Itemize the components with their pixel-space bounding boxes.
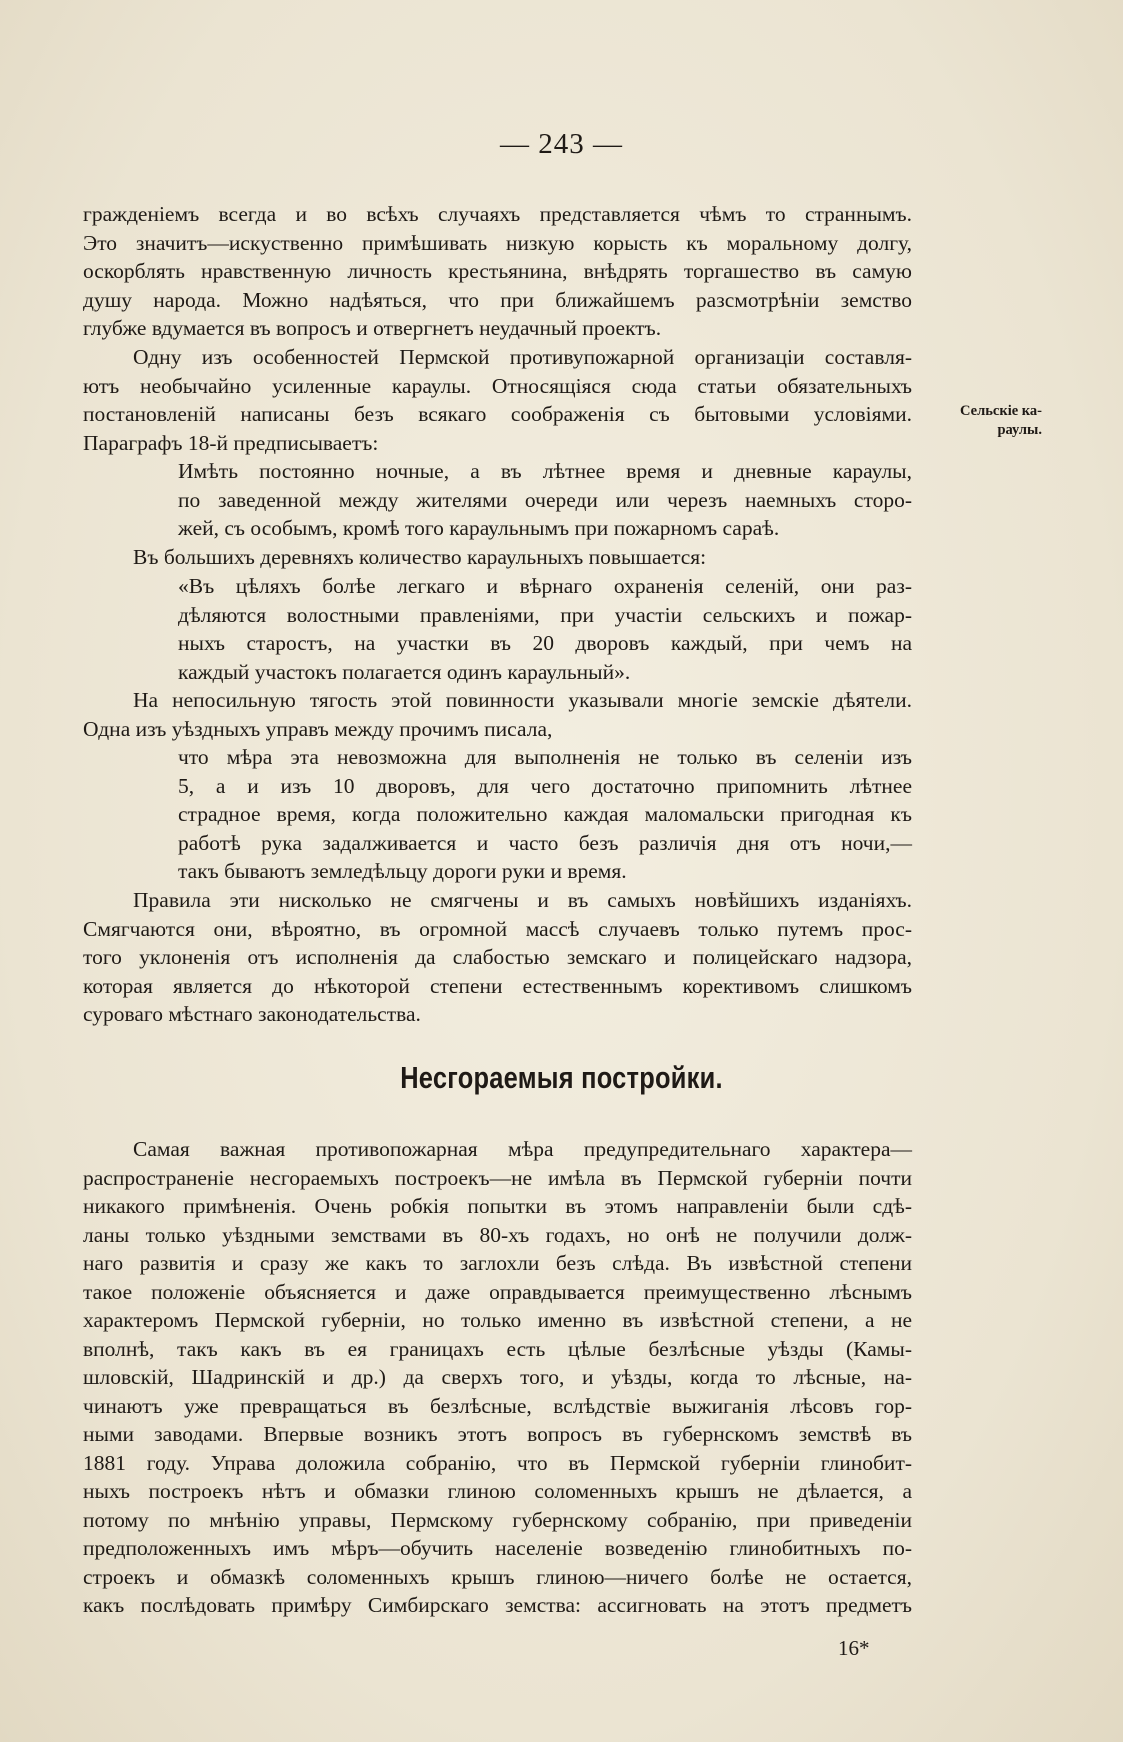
text-line: жей, съ особымъ, кромѣ того караульнымъ при пожарномъ сараѣ. bbox=[178, 516, 780, 540]
paragraph-6 bbox=[83, 1135, 912, 1620]
text-line: гражденіемъ всегда и во всѣхъ случаяхъ представляется чѣмъ то страннымъ. bbox=[83, 202, 912, 226]
text-line: «Въ цѣляхъ болѣе легкаго и вѣрнаго охраненія селеній, они раз- bbox=[178, 574, 912, 598]
text-line: Одну изъ особенностей Пермской противупожарной организаціи составля- bbox=[133, 345, 912, 369]
text-line: дѣляются волостными правленіями, при участіи сельскихъ и пожар- bbox=[178, 602, 912, 627]
text-line: На непосильную тягость этой повинности указывали многіе земскіе дѣятели. bbox=[133, 688, 912, 712]
text-line: что мѣра эта невозможна для выполненія не только въ селеніи изъ bbox=[178, 745, 912, 769]
text-line: распространеніе несгораемыхъ построекъ—не имѣла въ Пермской губерніи почти bbox=[83, 1165, 912, 1190]
text-line: ныхъ старостъ, на участки въ 20 дворовъ каждый, при чемъ на bbox=[178, 631, 912, 655]
paragraph-5 bbox=[83, 886, 912, 1029]
text-line: каждый участокъ полагается одинъ караульный». bbox=[178, 659, 631, 684]
text-line: такъ бываютъ земледѣльцу дороги руки и время. bbox=[178, 859, 627, 883]
text-line: никакого примѣненія. Очень робкія попытки въ этомъ направленіи были сдѣ- bbox=[83, 1194, 912, 1218]
text-line: Параграфъ 18-й предписываетъ: bbox=[83, 430, 379, 455]
text-line: того уклоненія отъ исполненія да слабостью земскаго и полицейскаго надзора, bbox=[83, 945, 912, 969]
page-number: — 243 — bbox=[500, 128, 623, 160]
text-line: постановленій написаны безъ всякаго соображенія съ бытовыми условіями. bbox=[83, 402, 912, 426]
paragraph-1 bbox=[83, 200, 912, 343]
quote-1 bbox=[83, 457, 912, 543]
text-line: Смягчаются они, вѣроятно, въ огромной массѣ случаевъ только путемъ прос- bbox=[83, 916, 912, 941]
section-heading: Несгораемыя постройки. bbox=[400, 1060, 723, 1095]
text-line: чинаютъ уже превращаться въ безлѣсные, вслѣдствіе выжиганія лѣсовъ гор- bbox=[83, 1393, 912, 1418]
text-line: Самая важная противопожарная мѣра предупредительнаго характера— bbox=[133, 1137, 912, 1161]
text-line: Одна изъ уѣздныхъ управъ между прочимъ писала, bbox=[83, 716, 553, 741]
text-line: Въ большихъ деревняхъ количество караульныхъ повышается: bbox=[133, 545, 707, 569]
text-line: Правила эти нисколько не смягчены и въ самыхъ новѣйшихъ изданіяхъ. bbox=[133, 888, 912, 912]
text-line: предположенныхъ имъ мѣръ—обучить населеніе возведенію глинобитныхъ по- bbox=[83, 1536, 912, 1560]
text-line: глубже вдумается въ вопросъ и отвергнетъ неудачный проектъ. bbox=[83, 316, 662, 340]
paragraph-3 bbox=[83, 543, 912, 572]
paragraph-4 bbox=[83, 686, 912, 743]
paragraph-2 bbox=[83, 343, 912, 457]
text-line: характеромъ Пермской губерніи, но только именно въ извѣстной степени, а не bbox=[83, 1308, 912, 1332]
text-line: Это значитъ—искуственно примѣшивать низкую корысть къ моральному долгу, bbox=[83, 230, 912, 255]
text-line: ютъ необычайно усиленные караулы. Относящіяся сюда статьи обязательныхъ bbox=[83, 373, 912, 398]
text-line: по заведенной между жителями очереди или черезъ наемныхъ сторо- bbox=[178, 487, 912, 512]
text-line: ныхъ построекъ нѣтъ и обмазки глиною соломенныхъ крышъ не дѣлается, а bbox=[83, 1479, 912, 1503]
text-line: оскорблять нравственную личность крестьянина, внѣдрять торгашество въ самую bbox=[83, 259, 912, 283]
text-line: которая является до нѣкоторой степени естественнымъ корективомъ слишкомъ bbox=[83, 973, 912, 998]
quote-3 bbox=[83, 743, 912, 886]
text-line: работѣ рука задалживается и часто безъ различія дня отъ ночи,— bbox=[178, 830, 912, 855]
margin-note-text: Сельскіе ка- раулы. bbox=[960, 403, 1042, 438]
text-line: 1881 году. Управа доложила собранію, что въ Пермской губерніи глинобит- bbox=[83, 1450, 912, 1475]
text-line: ланы только уѣздными земствами въ 80-хъ годахъ, но онѣ не получили долж- bbox=[83, 1222, 912, 1247]
margin-note bbox=[922, 402, 1042, 440]
text-line: душу народа. Можно надѣяться, что при ближайшемъ разсмотрѣніи земство bbox=[83, 287, 912, 312]
text-line: страдное время, когда положительно каждая маломальски пригодная къ bbox=[178, 802, 912, 826]
text-line: суроваго мѣстнаго законодательства. bbox=[83, 1002, 421, 1026]
text-line: 5, а и изъ 10 дворовъ, для чего достаточно припомнить лѣтнее bbox=[178, 773, 912, 798]
text-line: шловскій, Шадринскій и др.) да сверхъ того, и уѣзды, когда то лѣсные, на- bbox=[83, 1365, 912, 1389]
signature-mark: 16* bbox=[838, 1636, 870, 1660]
text-line: строекъ и обмазкѣ соломенныхъ крышъ глиною—ничего болѣе не остается, bbox=[83, 1564, 912, 1589]
text-line: потому по мнѣнію управы, Пермскому губернскому собранію, при приведеніи bbox=[83, 1507, 912, 1532]
text-line: вполнѣ, такъ какъ въ ея границахъ есть цѣлые безлѣсные уѣзды (Камы- bbox=[83, 1336, 912, 1361]
text-line: какъ послѣдовать примѣру Симбирскаго земства: ассигновать на этотъ предметъ bbox=[83, 1593, 912, 1617]
text-line: Имѣть постоянно ночные, а въ лѣтнее время и дневные караулы, bbox=[178, 459, 912, 483]
text-line: наго развитія и сразу же какъ то заглохли безъ слѣда. Въ извѣстной степени bbox=[83, 1251, 912, 1275]
quote-2 bbox=[83, 572, 912, 686]
text-line: ными заводами. Впервые возникъ этотъ вопросъ въ губернскомъ земствѣ въ bbox=[83, 1422, 912, 1446]
text-line: такое положеніе объясняется и даже оправдывается преимущественно лѣснымъ bbox=[83, 1279, 912, 1304]
